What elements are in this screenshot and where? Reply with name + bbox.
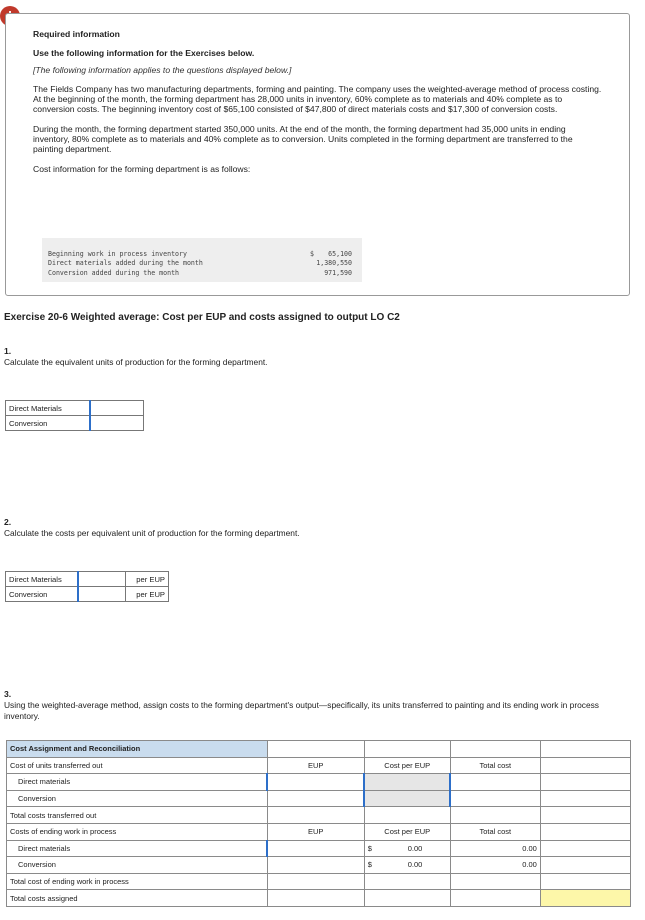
applies-note: [The following information applies to the questions displayed below.]: [33, 64, 292, 75]
transferred-conversion-rate-input[interactable]: [364, 790, 450, 807]
required-information-panel: [5, 13, 630, 296]
transferred-conversion-eup-input[interactable]: [267, 790, 364, 807]
cost-row-label: Beginning work in process inventory: [48, 250, 187, 258]
transferred-dm-label: Direct materials: [7, 774, 268, 791]
row-label: Conversion: [6, 416, 90, 431]
table-row: [7, 857, 631, 874]
total-cost-column-header: Total cost: [450, 757, 540, 774]
ending-wip-label: Costs of ending work in process: [7, 823, 268, 840]
cost-row: [48, 269, 358, 279]
table-row: [7, 823, 631, 840]
table-row: [6, 572, 169, 587]
currency-symbol: $: [367, 860, 372, 870]
conversion-cost-per-eup-input[interactable]: [78, 587, 126, 602]
question-1-text: Calculate the equivalent units of production for the forming department.: [4, 357, 268, 367]
question-2-number: 2.: [4, 517, 12, 527]
row-label: Direct Materials: [6, 401, 90, 416]
cost-row-value: 1,380,550: [316, 259, 352, 267]
transferred-conversion-total-input[interactable]: [450, 790, 540, 807]
conversion-eup-input[interactable]: [90, 416, 144, 431]
table-row: [7, 757, 631, 774]
cost-row-value: 65,100: [328, 250, 352, 258]
problem-paragraph-2: During the month, the forming department started 350,000 units. At the end of the month, the forming department had 35,000 units in ending inventory, 80% complete as to materials and 40% complete as to conversion. Units completed in the forming department are transferred to the painting department.: [33, 123, 573, 155]
rate-value: 0.00: [407, 843, 423, 853]
table-row: [7, 790, 631, 807]
currency-symbol: $: [367, 843, 372, 853]
dm-eup-input[interactable]: [90, 401, 144, 416]
table-row: [6, 401, 144, 416]
table-row: [7, 890, 631, 907]
cost-row-dollar: $: [310, 250, 314, 258]
table-row: [7, 840, 631, 857]
total-transferred-input[interactable]: [450, 807, 540, 824]
cost-per-eup-table: [5, 571, 169, 602]
unit-label: per EUP: [126, 572, 169, 587]
table-row: [6, 587, 169, 602]
problem-paragraph-1: The Fields Company has two manufacturing departments, forming and painting. The company uses the weighted-average method of process costing. At the beginning of the month, the forming department has 28,000 units in inventory, 60% complete as to materials and 40% complete as to conversion costs. The beginning inventory cost of $65,100 consisted of $47,800 of direct materials costs and $17,300 of conversion costs.: [33, 83, 602, 115]
dm-cost-per-eup-field[interactable]: [82, 573, 123, 586]
table-row: [6, 416, 144, 431]
ending-conversion-total: 0.00: [450, 857, 540, 874]
dm-cost-per-eup-input[interactable]: [78, 572, 126, 587]
table-header: Cost Assignment and Reconciliation: [7, 741, 268, 758]
question-3-text: Using the weighted-average method, assign costs to the forming department's output—specifically, its units transferred to painting and its ending work in process inventory.: [4, 700, 599, 721]
table-row: [7, 741, 631, 758]
eup-column-header: EUP: [267, 757, 364, 774]
cost-row-label: Conversion added during the month: [48, 269, 180, 277]
ending-dm-eup-input[interactable]: [267, 840, 364, 857]
eup-column-header: EUP: [267, 823, 364, 840]
problem-paragraph-3: Cost information for the forming department is as follows:: [33, 163, 251, 174]
question-3-number: 3.: [4, 689, 12, 699]
table-row: [7, 807, 631, 824]
total-ending-wip-label: Total cost of ending work in process: [7, 873, 268, 890]
ending-conversion-rate: [364, 857, 450, 874]
instructions-heading: Use the following information for the Exercises below.: [33, 48, 255, 59]
total-costs-assigned-input[interactable]: [540, 890, 630, 907]
cost-row-value: 971,590: [324, 269, 352, 277]
cost-assignment-table: [6, 740, 631, 907]
transferred-dm-rate-input[interactable]: [364, 774, 450, 791]
unit-label: per EUP: [126, 587, 169, 602]
question-2-text: Calculate the costs per equivalent unit of production for the forming department.: [4, 528, 300, 538]
table-row: [7, 873, 631, 890]
transferred-dm-total-input[interactable]: [450, 774, 540, 791]
ending-conversion-eup-input[interactable]: [267, 857, 364, 874]
transferred-dm-eup-input[interactable]: [267, 774, 364, 791]
table-row: [7, 774, 631, 791]
ending-dm-rate: [364, 840, 450, 857]
ending-dm-total: 0.00: [450, 840, 540, 857]
rate-value: 0.00: [407, 860, 423, 870]
exercise-title: Exercise 20-6 Weighted average: Cost per EUP and costs assigned to output LO C2: [4, 312, 400, 323]
eup-table: [5, 400, 144, 431]
dm-eup-field[interactable]: [94, 402, 141, 415]
cost-row: [48, 259, 358, 269]
row-label: Conversion: [6, 587, 78, 602]
question-1-number: 1.: [4, 346, 12, 356]
cost-row-label: Direct materials added during the month: [48, 259, 203, 267]
transferred-out-label: Cost of units transferred out: [7, 757, 268, 774]
cost-information-table: [42, 238, 362, 282]
total-costs-assigned-label: Total costs assigned: [7, 890, 268, 907]
cost-per-eup-column-header: Cost per EUP: [364, 757, 450, 774]
ending-conversion-label: Conversion: [7, 857, 268, 874]
total-transferred-label: Total costs transferred out: [7, 807, 268, 824]
required-information-heading: Required information: [33, 29, 120, 39]
ending-dm-label: Direct materials: [7, 840, 268, 857]
total-cost-column-header: Total cost: [450, 823, 540, 840]
row-label: Direct Materials: [6, 572, 78, 587]
cost-per-eup-column-header: Cost per EUP: [364, 823, 450, 840]
conversion-eup-field[interactable]: [94, 417, 141, 430]
transferred-conversion-label: Conversion: [7, 790, 268, 807]
conversion-cost-per-eup-field[interactable]: [82, 588, 123, 601]
